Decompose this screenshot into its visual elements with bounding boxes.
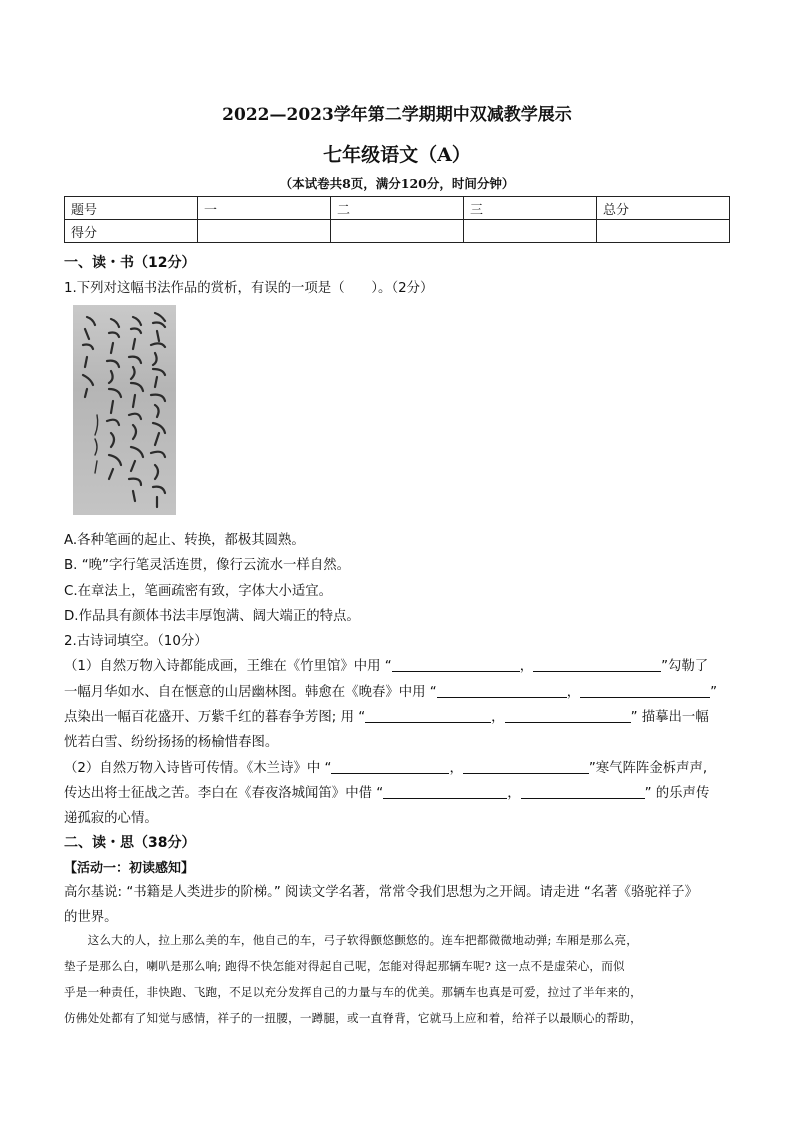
question-2-2-line-2 (64, 782, 709, 801)
intro-line-2: 的世界。 (64, 910, 118, 925)
question-2-1-line-2 (64, 681, 717, 700)
answer-blank[interactable] (580, 683, 710, 698)
answer-blank[interactable] (505, 708, 631, 723)
table-cell: 一 (198, 197, 331, 220)
passage-line: 仿佛处处都有了知觉与感情，祥子的一扭腰，一蹲腿，或一直脊背，它就马上应和着，给祥子以最顺心的帮助， (64, 1011, 642, 1025)
question-text: （2）自然万物入诗皆可传情。《木兰诗》中 “ (64, 761, 332, 776)
answer-blank[interactable] (365, 708, 491, 723)
score-field[interactable] (331, 220, 464, 243)
question-text: （1）自然万物入诗都能成画，王维在《竹里馆》中用 “ (64, 659, 392, 674)
answer-blank[interactable] (383, 784, 507, 799)
passage-line: 乎是一种责任，非快跑、飞跑，不足以充分发挥自己的力量与车的优美。那辆车也真是可爱，拉过了半年来的， (64, 985, 642, 999)
question-text: 点染出一幅百花盛开、万紫千红的暮春争芳图; 用 “ (64, 710, 366, 725)
table-cell: 二 (331, 197, 464, 220)
option-a: A.各种笔画的起止、转换，都极其圆熟。 (64, 533, 305, 548)
activity-1-heading: 【活动一：初读感知】 (64, 861, 195, 876)
question-text: ” 描摹出一幅 (630, 710, 709, 725)
answer-blank[interactable] (392, 657, 520, 672)
answer-blank[interactable] (331, 759, 449, 774)
score-table-score-row (65, 220, 730, 243)
question-2: 2.古诗词填空。（10分） (64, 634, 208, 649)
question-text: 一幅月华如水、自在惬意的山居幽林图。韩愈在《晚春》中用 “ (64, 685, 437, 700)
intro-line-1: 高尔基说: “书籍是人类进步的阶梯。” 阅读文学名著，常常令我们思想为之开阔。请走进 “名著《骆驼祥子》 (64, 885, 698, 900)
option-c: C.在章法上，笔画疏密有致，字体大小适宜。 (64, 584, 333, 599)
score-field[interactable] (597, 220, 730, 243)
table-cell: 三 (464, 197, 597, 220)
score-field[interactable] (198, 220, 331, 243)
comma: ， (519, 659, 534, 674)
question-text: 传达出将士征战之苦。李白在《春夜洛城闻笛》中借 “ (64, 786, 384, 801)
exam-subject: 七年级语文（A） (323, 144, 471, 166)
passage-line: 这么大的人，拉上那么美的车，他自己的车，弓子软得颤悠颤悠的。连车把都微微地动弹; 车厢是那么亮， (64, 933, 639, 947)
option-b: B. “晚”字行笔灵活连贯，像行云流水一样自然。 (64, 558, 350, 573)
comma: ， (507, 786, 521, 801)
exam-title: 2022—2023学年第二学期期中双减教学展示 (222, 105, 572, 125)
question-text: ”勾勒了 (661, 659, 709, 674)
table-cell: 总分 (597, 197, 730, 220)
calligraphy-image (73, 305, 176, 515)
answer-blank[interactable] (463, 759, 589, 774)
question-2-2-line-3: 递孤寂的心情。 (64, 811, 158, 826)
score-field[interactable] (464, 220, 597, 243)
question-text: ” 的乐声传 (644, 786, 710, 801)
question-1: 1.下列对这幅书法作品的赏析，有误的一项是（ ）。（2分） (64, 281, 434, 296)
section-1-heading: 一、读・书（12分） (64, 255, 196, 271)
score-table-header-row (65, 197, 730, 220)
exam-note: （本试卷共8页，满分120分，时间分钟） (279, 176, 515, 191)
question-text: ” (710, 685, 718, 700)
calligraphy-strokes (73, 305, 176, 515)
comma: ， (491, 710, 505, 725)
comma: ， (566, 685, 581, 700)
question-2-1-line-4: 恍若白雪、纷纷扬扬的杨榆惜春图。 (64, 735, 279, 750)
answer-blank[interactable] (533, 657, 661, 672)
table-cell: 得分 (65, 220, 198, 243)
answer-blank[interactable] (437, 683, 567, 698)
question-text: ”寒气阵阵金柝声声, (588, 761, 708, 776)
passage-line: 垫子是那么白，喇叭是那么响; 跑得不快怎能对得起自己呢，怎能对得起那辆车呢? 这一点不是虚荣心，而似 (64, 959, 625, 973)
score-table (64, 196, 730, 243)
comma: ， (449, 761, 463, 776)
option-d: D.作品具有颜体书法丰厚饱满、阔大端正的特点。 (64, 609, 360, 624)
answer-blank[interactable] (521, 784, 645, 799)
question-2-2-line-1 (64, 757, 707, 776)
table-cell: 题号 (65, 197, 198, 220)
question-2-1-line-3 (64, 706, 709, 725)
question-2-1-line-1 (64, 655, 708, 674)
section-2-heading: 二、读・思（38分） (64, 835, 196, 851)
